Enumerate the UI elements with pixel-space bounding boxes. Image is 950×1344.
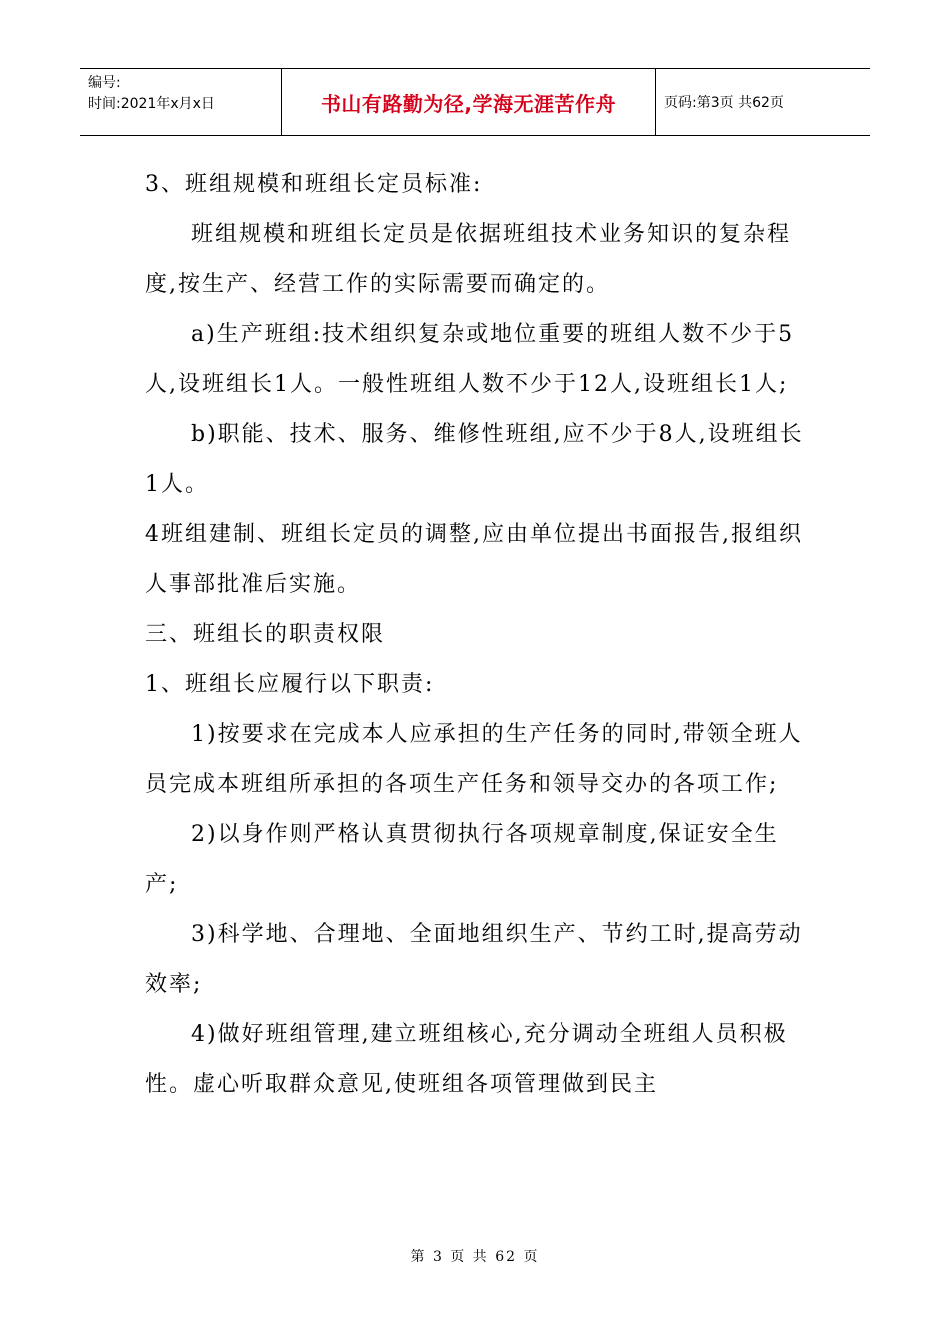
header-page-cell xyxy=(656,69,870,135)
paragraph: 1)按要求在完成本人应承担的生产任务的同时,带领全班人员完成本班组所承担的各项生产任务和领导交办的各项工作; xyxy=(145,722,803,797)
section-heading: 三、班组长的职责权限 xyxy=(145,622,386,647)
paragraph: 4班组建制、班组长定员的调整,应由单位提出书面报告,报组织人事部批准后实施。 xyxy=(145,522,803,597)
paragraph: 3)科学地、合理地、全面地组织生产、节约工时,提高劳动效率; xyxy=(145,922,803,997)
paragraph: 3、班组规模和班组长定员标准: xyxy=(145,172,483,197)
page-footer xyxy=(0,1246,950,1266)
paragraph: b)职能、技术、服务、维修性班组,应不少于8人,设班组长1人。 xyxy=(145,422,804,497)
header-page-info: 页码:第3页 共62页 xyxy=(664,95,784,111)
paragraph: a)生产班组:技术组织复杂或地位重要的班组人数不少于5人,设班组长1人。一般性班组人数不少于12人,设班组长1人; xyxy=(145,322,795,397)
document-body xyxy=(145,160,808,1110)
header-meta-cell xyxy=(80,69,282,135)
header-motto-cell xyxy=(282,69,656,135)
header-motto: 书山有路勤为径,学海无涯苦作舟 xyxy=(320,91,617,116)
document-number-label: 编号: xyxy=(88,75,121,91)
paragraph: 1、班组长应履行以下职责: xyxy=(145,672,435,697)
document-header xyxy=(80,68,870,136)
footer-page-number: 第 3 页 共 62 页 xyxy=(410,1249,540,1265)
paragraph: 班组规模和班组长定员是依据班组技术业务知识的复杂程度,按生产、经营工作的实际需要而确定的。 xyxy=(145,222,792,297)
document-time-label: 时间:2021年x月x日 xyxy=(88,96,215,112)
paragraph: 2)以身作则严格认真贯彻执行各项规章制度,保证安全生产; xyxy=(145,822,779,897)
paragraph: 4)做好班组管理,建立班组核心,充分调动全班组人员积极性。虚心听取群众意见,使班组各项管理做到民主 xyxy=(145,1022,788,1097)
